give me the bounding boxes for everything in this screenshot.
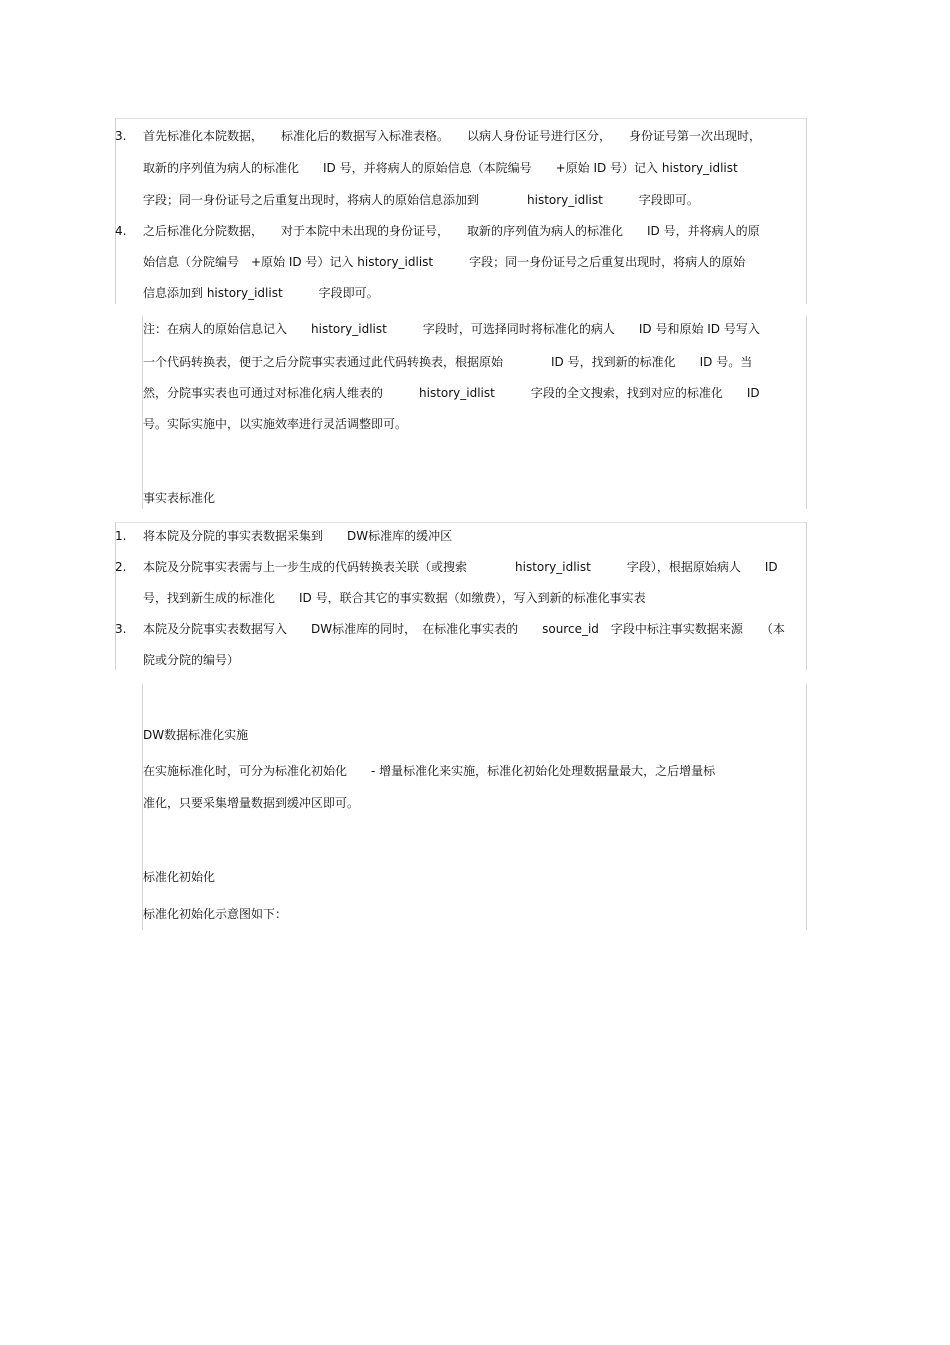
paragraph-line: 信息添加到 history_idlist 字段即可。 (143, 286, 379, 300)
paragraph-line: 本院及分院事实表需与上一步生成的代码转换表关联（或搜索 history_idlist 字段），根据原始病人 ID (143, 560, 778, 574)
list-number: 2. (115, 560, 127, 574)
paragraph-line: 始信息（分院编号 +原始 ID 号）记入 history_idlist 字段；同一身份证号之后重复出现时，将病人的原始 (143, 255, 746, 269)
list-number: 4. (115, 224, 127, 238)
note-line: 号。实际实施中，以实施效率进行灵活调整即可。 (143, 417, 408, 431)
paragraph-line: 首先标准化本院数据， 标准化后的数据写入标准表格。 以病人身份证号进行区分， 身份证号第一次出现时， (143, 129, 762, 143)
list-number: 3. (115, 622, 127, 636)
section-box-1 (115, 118, 807, 304)
note-box (142, 316, 807, 509)
paragraph-line: 取新的序列值为病人的标准化 ID 号，并将病人的原始信息（本院编号 +原始 ID 号）记入 history_idlist (143, 161, 738, 175)
paragraph-line: 本院及分院事实表数据写入 DW标准库的同时， 在标准化事实表的 source_id 字段中标注事实数据来源 （本 (143, 622, 785, 636)
paragraph-line: 院或分院的编号） (143, 653, 240, 667)
paragraph-line: 在实施标准化时，可分为标准化初始化 - 增量标准化来实施，标准化初始化处理数据量最大，之后增量标 (143, 764, 716, 778)
paragraph-line: 之后标准化分院数据， 对于本院中未出现的身份证号， 取新的序列值为病人的标准化 ID 号，并将病人的原 (143, 224, 760, 238)
note-line: 然，分院事实表也可通过对标准化病人维表的 history_idlist 字段的全文搜索，找到对应的标准化 ID (143, 386, 760, 400)
section-heading: 标准化初始化 (143, 870, 216, 884)
note-line: 一个代码转换表，便于之后分院事实表通过此代码转换表，根据原始 ID 号，找到新的标准化 ID 号。当 (143, 355, 753, 369)
paragraph-line: 准化，只要采集增量数据到缓冲区即可。 (143, 796, 360, 810)
figure-caption: 标准化初始化示意图如下： (143, 907, 288, 921)
paragraph-line: 号，找到新生成的标准化 ID 号，联合其它的事实数据（如缴费），写入到新的标准化事实表 (143, 591, 646, 605)
paragraph-line: 将本院及分院的事实表数据采集到 DW标准库的缓冲区 (143, 529, 453, 543)
paragraph-line: 字段；同一身份证号之后重复出现时，将病人的原始信息添加到 history_idlist 字段即可。 (143, 193, 699, 207)
list-number: 1. (115, 529, 127, 543)
note-line: 注：在病人的原始信息记入 history_idlist 字段时，可选择同时将标准化的病人 ID 号和原始 ID 号写入 (143, 322, 760, 336)
section-heading: DW数据标准化实施 (143, 728, 249, 742)
list-number: 3. (115, 129, 127, 143)
section-heading: 事实表标准化 (143, 491, 216, 505)
